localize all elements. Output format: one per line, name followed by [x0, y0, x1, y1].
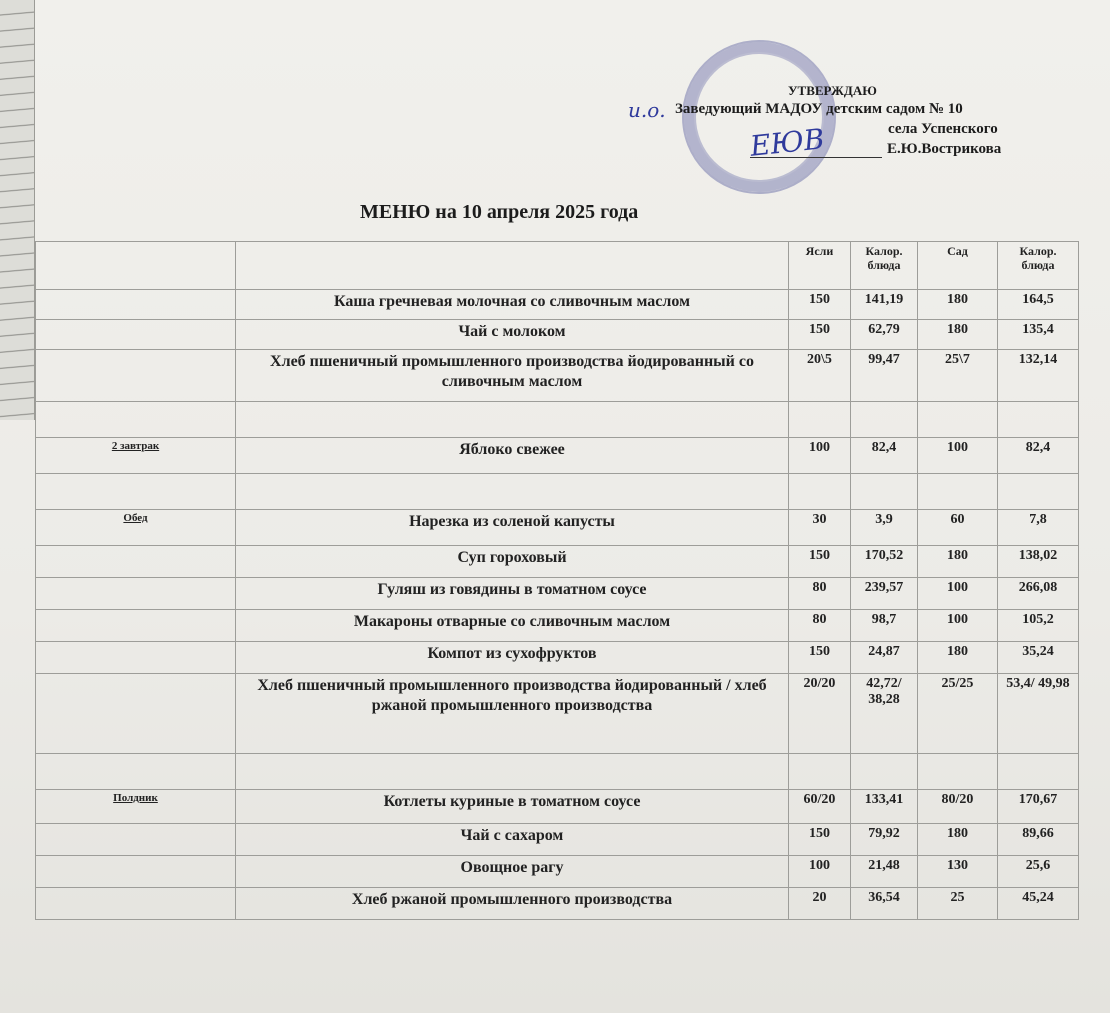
- garden-calories: 266,08: [998, 578, 1079, 610]
- meal-cell: [36, 754, 236, 790]
- dish-cell: Чай с молоком: [236, 320, 789, 350]
- nursery-portion: 80: [789, 578, 851, 610]
- meal-cell: [36, 888, 236, 920]
- dish-cell: Котлеты куриные в томатном соусе: [236, 790, 789, 824]
- table-row: [36, 290, 1079, 320]
- garden-calories: 82,4: [998, 438, 1079, 474]
- dish-cell: Хлеб пшеничный промышленного производства йодированный / хлеб ржаной промышленного производства: [236, 674, 789, 754]
- nursery-portion: 80: [789, 610, 851, 642]
- garden-portion: 60: [918, 510, 998, 546]
- table-row: [36, 402, 1079, 438]
- nursery-calories: 3,9: [851, 510, 918, 546]
- nursery-calories: 141,19: [851, 290, 918, 320]
- nursery-calories: 62,79: [851, 320, 918, 350]
- nursery-portion: 150: [789, 642, 851, 674]
- nursery-portion: 20/20: [789, 674, 851, 754]
- nursery-calories: [851, 402, 918, 438]
- meal-cell: [36, 290, 236, 320]
- nursery-portion: 150: [789, 824, 851, 856]
- table-row: [36, 320, 1079, 350]
- nursery-portion: [789, 474, 851, 510]
- header-garden-calories: Калор. блюда: [998, 242, 1079, 290]
- meal-cell: [36, 474, 236, 510]
- dish-cell: Макароны отварные со сливочным маслом: [236, 610, 789, 642]
- nursery-portion: [789, 402, 851, 438]
- garden-portion: 100: [918, 438, 998, 474]
- nursery-calories: [851, 754, 918, 790]
- nursery-portion: 60/20: [789, 790, 851, 824]
- garden-portion: 25\7: [918, 350, 998, 402]
- garden-calories: [998, 402, 1079, 438]
- approval-block: [600, 80, 1070, 190]
- table-row: [36, 578, 1079, 610]
- garden-portion: 100: [918, 578, 998, 610]
- io-mark: и.о.: [628, 98, 666, 122]
- menu-title: МЕНЮ на 10 апреля 2025 года: [360, 201, 639, 223]
- table-row: [36, 610, 1079, 642]
- meal-cell: [36, 610, 236, 642]
- nursery-calories: 98,7: [851, 610, 918, 642]
- dish-cell: Чай с сахаром: [236, 824, 789, 856]
- nursery-portion: 20: [789, 888, 851, 920]
- nursery-calories: 24,87: [851, 642, 918, 674]
- nursery-calories: 170,52: [851, 546, 918, 578]
- garden-calories: 135,4: [998, 320, 1079, 350]
- garden-portion: 80/20: [918, 790, 998, 824]
- meal-cell: [36, 546, 236, 578]
- header-dish: [236, 242, 789, 290]
- garden-calories: 89,66: [998, 824, 1079, 856]
- table-header-row: [36, 242, 1079, 290]
- header-nursery-calories: Калор. блюда: [851, 242, 918, 290]
- garden-portion: 180: [918, 320, 998, 350]
- garden-portion: 25: [918, 888, 998, 920]
- table-row: [36, 674, 1079, 754]
- dish-cell: Суп гороховый: [236, 546, 789, 578]
- dish-cell: [236, 474, 789, 510]
- nursery-calories: 42,72/ 38,28: [851, 674, 918, 754]
- meal-cell: [36, 578, 236, 610]
- meal-cell: Обед: [36, 510, 236, 546]
- dish-cell: [236, 402, 789, 438]
- garden-calories: 53,4/ 49,98: [998, 674, 1079, 754]
- meal-cell: Полдник: [36, 790, 236, 824]
- garden-portion: 180: [918, 642, 998, 674]
- nursery-calories: 79,92: [851, 824, 918, 856]
- table-row: [36, 856, 1079, 888]
- garden-portion: 130: [918, 856, 998, 888]
- dish-cell: Овощное рагу: [236, 856, 789, 888]
- dish-cell: Хлеб пшеничный промышленного производства йодированный со сливочным маслом: [236, 350, 789, 402]
- header-meal: [36, 242, 236, 290]
- garden-portion: [918, 402, 998, 438]
- meal-cell: [36, 674, 236, 754]
- meal-cell: [36, 320, 236, 350]
- nursery-portion: 150: [789, 546, 851, 578]
- nursery-calories: 133,41: [851, 790, 918, 824]
- meal-cell: [36, 856, 236, 888]
- nursery-portion: 150: [789, 290, 851, 320]
- garden-portion: 25/25: [918, 674, 998, 754]
- dish-cell: Каша гречневая молочная со сливочным маслом: [236, 290, 789, 320]
- nursery-portion: 20\5: [789, 350, 851, 402]
- nursery-portion: 100: [789, 856, 851, 888]
- nursery-calories: 99,47: [851, 350, 918, 402]
- garden-calories: 45,24: [998, 888, 1079, 920]
- header-garden: Сад: [918, 242, 998, 290]
- meal-cell: [36, 642, 236, 674]
- table-row: [36, 888, 1079, 920]
- dish-cell: Нарезка из соленой капусты: [236, 510, 789, 546]
- dish-cell: [236, 754, 789, 790]
- garden-calories: 164,5: [998, 290, 1079, 320]
- nursery-portion: [789, 754, 851, 790]
- table-row: [36, 438, 1079, 474]
- table-row: [36, 350, 1079, 402]
- nursery-calories: 239,57: [851, 578, 918, 610]
- nursery-calories: 21,48: [851, 856, 918, 888]
- nursery-portion: 100: [789, 438, 851, 474]
- dish-cell: Гуляш из говядины в томатном соусе: [236, 578, 789, 610]
- garden-calories: 25,6: [998, 856, 1079, 888]
- garden-portion: 100: [918, 610, 998, 642]
- garden-portion: [918, 754, 998, 790]
- table-row: [36, 754, 1079, 790]
- table-row: [36, 510, 1079, 546]
- garden-calories: 170,67: [998, 790, 1079, 824]
- garden-calories: 138,02: [998, 546, 1079, 578]
- table-row: [36, 642, 1079, 674]
- menu-table: [35, 241, 1079, 920]
- village-line: села Успенского: [888, 121, 998, 137]
- table-row: [36, 546, 1079, 578]
- dish-cell: Хлеб ржаной промышленного производства: [236, 888, 789, 920]
- meal-cell: [36, 402, 236, 438]
- garden-calories: [998, 754, 1079, 790]
- garden-calories: 35,24: [998, 642, 1079, 674]
- approve-word: УТВЕРЖДАЮ: [788, 83, 877, 98]
- position-line: Заведующий МАДОУ детским садом № 10: [675, 101, 963, 117]
- background-sheet: [0, 0, 35, 420]
- nursery-calories: [851, 474, 918, 510]
- meal-cell: [36, 824, 236, 856]
- director-name: Е.Ю.Вострикова: [887, 141, 1002, 157]
- garden-calories: 105,2: [998, 610, 1079, 642]
- garden-portion: 180: [918, 546, 998, 578]
- garden-portion: 180: [918, 290, 998, 320]
- nursery-calories: 36,54: [851, 888, 918, 920]
- nursery-calories: 82,4: [851, 438, 918, 474]
- garden-calories: 7,8: [998, 510, 1079, 546]
- table-row: [36, 790, 1079, 824]
- garden-portion: 180: [918, 824, 998, 856]
- dish-cell: Компот из сухофруктов: [236, 642, 789, 674]
- signature-line: [750, 157, 882, 158]
- table-row: [36, 824, 1079, 856]
- nursery-portion: 30: [789, 510, 851, 546]
- garden-calories: 132,14: [998, 350, 1079, 402]
- table-row: [36, 474, 1079, 510]
- dish-cell: Яблоко свежее: [236, 438, 789, 474]
- meal-cell: [36, 350, 236, 402]
- header-nursery: Ясли: [789, 242, 851, 290]
- nursery-portion: 150: [789, 320, 851, 350]
- garden-calories: [998, 474, 1079, 510]
- garden-portion: [918, 474, 998, 510]
- meal-cell: 2 завтрак: [36, 438, 236, 474]
- signature: ЕЮВ: [748, 122, 826, 163]
